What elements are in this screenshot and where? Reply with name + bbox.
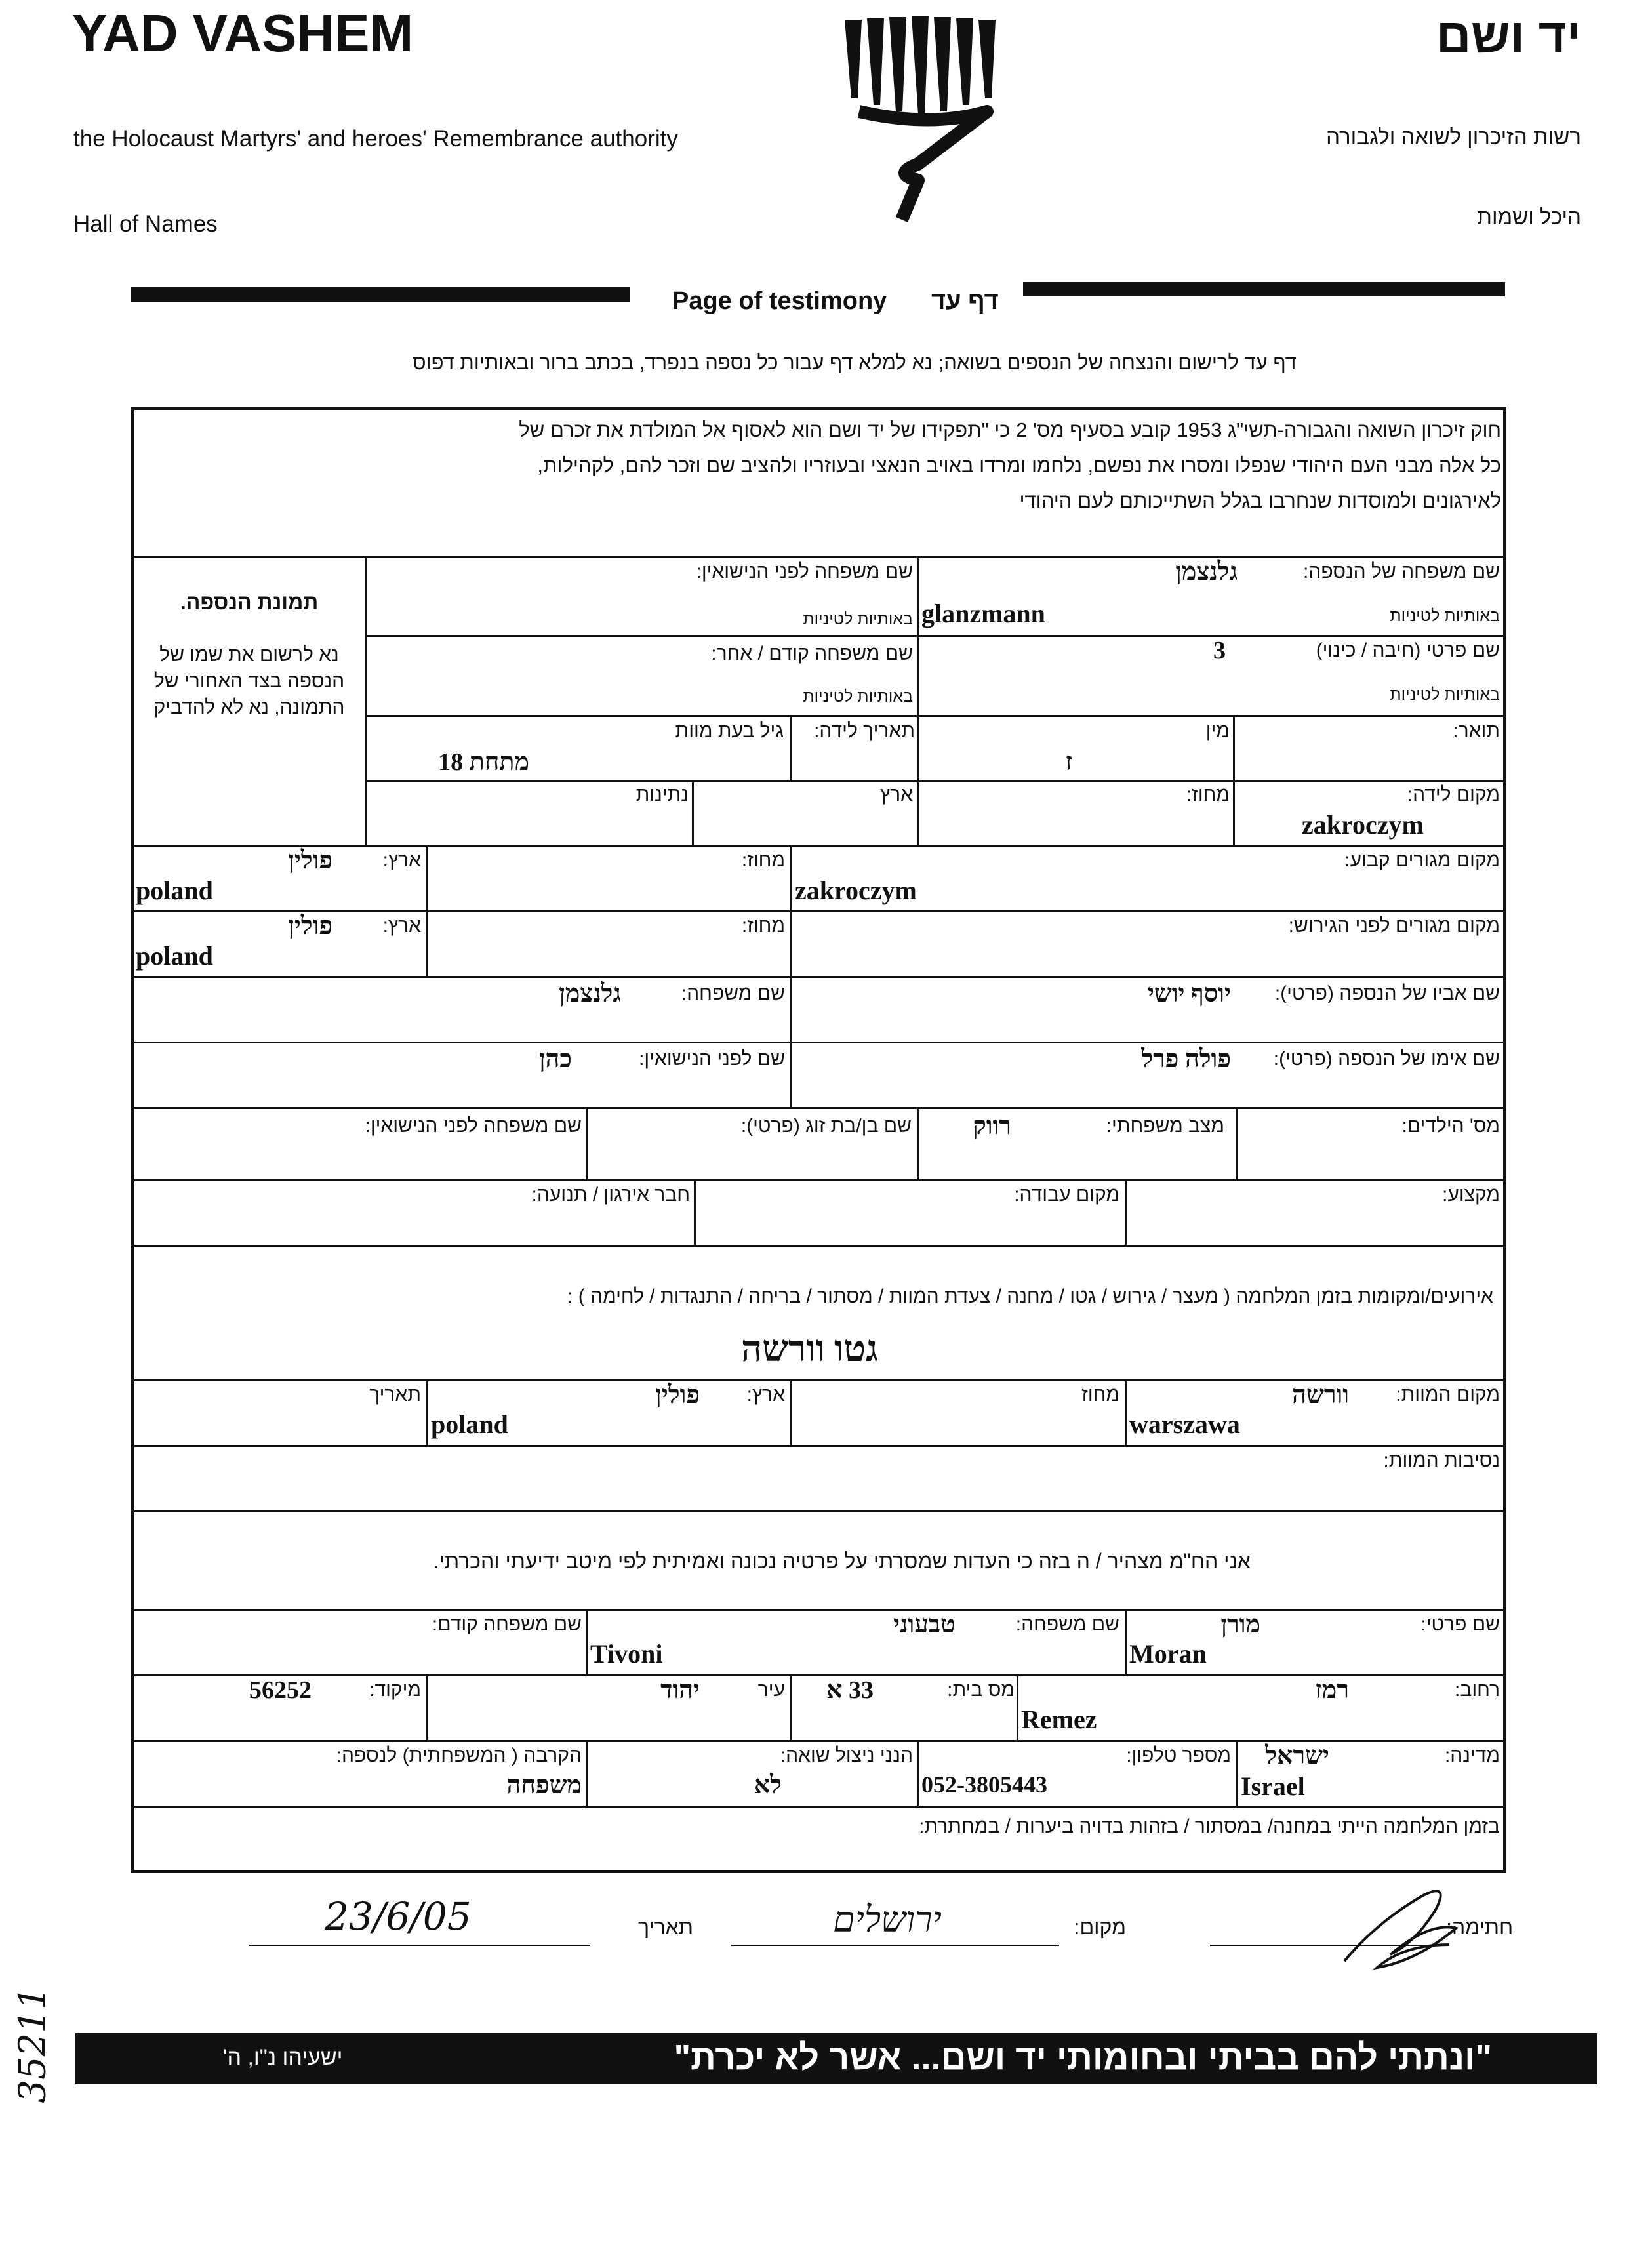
- date-line: [249, 1945, 590, 1946]
- signature-label: חתימה:: [1446, 1915, 1513, 1939]
- survivor-label: הנני ניצול שואה:: [780, 1745, 913, 1766]
- country-he[interactable]: ישראל: [1265, 1742, 1329, 1770]
- declaration-text: אני הח"מ מצהיר / ה בזה כי העדות שמסרתי על פרטיה נכונה ואמיתית לפי מיטב ידיעתי והכרתי.: [433, 1549, 1251, 1573]
- submitter-first-name-latin[interactable]: Moran: [1129, 1639, 1207, 1669]
- maiden-name-label: שם משפחה לפני הנישואין:: [696, 561, 913, 582]
- death-place-label: מקום המוות:: [1396, 1384, 1500, 1406]
- residence-country-he[interactable]: פולין: [288, 847, 332, 874]
- date-label: תאריך: [637, 1915, 693, 1939]
- house-number-value[interactable]: 33 א: [826, 1676, 874, 1704]
- submitter-last-name-he[interactable]: טבעוני: [893, 1611, 956, 1638]
- title-bar-right: [1023, 282, 1505, 296]
- deport-residence-label: מקום מגורים לפני הגירוש:: [1288, 915, 1500, 937]
- citizenship-label: נתינות: [635, 784, 689, 805]
- death-country-label: ארץ:: [746, 1384, 785, 1406]
- death-country-latin[interactable]: poland: [431, 1409, 508, 1439]
- death-place-he[interactable]: וורשה: [1292, 1381, 1349, 1409]
- signature-scribble-icon[interactable]: [1338, 1882, 1469, 1974]
- house-number-label: מס בית:: [947, 1679, 1015, 1701]
- form-title-en: Page of testimony: [672, 287, 887, 315]
- victim-last-name-he[interactable]: גלנצמן: [1175, 558, 1238, 586]
- father-value[interactable]: יוסף יושי: [1147, 980, 1231, 1007]
- photo-note-line2: הנספה בצד האחורי של: [153, 670, 345, 692]
- marital-label: מצב משפחתי:: [1106, 1115, 1224, 1137]
- age-value[interactable]: מתחת 18: [438, 748, 529, 776]
- father-label: שם אביו של הנספה (פרטי):: [1274, 982, 1500, 1004]
- deport-district-label: מחוז:: [741, 915, 785, 937]
- gender-value[interactable]: ז: [1065, 748, 1072, 776]
- law-text-line3: לאירגונים ולמוסדות שנחרבו בגלל השתייכותם לעם היהודי: [1019, 489, 1501, 512]
- workplace-label: מקום עבודה:: [1014, 1184, 1119, 1205]
- submitter-first-name-he[interactable]: מורן: [1220, 1611, 1260, 1638]
- birth-place-label: מקום לידה:: [1407, 784, 1500, 805]
- title-en: YAD VASHEM: [72, 4, 414, 62]
- title-he: יד ושם: [1436, 9, 1581, 63]
- street-latin[interactable]: Remez: [1021, 1705, 1097, 1734]
- spouse-maiden-label: שם משפחה לפני הנישואין:: [365, 1115, 582, 1137]
- father-last-label: שם משפחה:: [681, 982, 785, 1004]
- footer-quote: "ונתתי להם בביתי ובחומותי יד ושם... אשר לא יכרת": [674, 2038, 1492, 2077]
- survivor-value[interactable]: לא: [754, 1772, 782, 1799]
- relation-value[interactable]: משפחה: [506, 1772, 582, 1799]
- father-last-value[interactable]: גלנצמן: [559, 980, 621, 1007]
- footer-source: ישעיהו נ"ו, ה': [223, 2045, 343, 2070]
- profession-label: מקצוע:: [1442, 1184, 1500, 1205]
- form-instructions: דף עד לרישום והנצחה של הנספים בשואה; נא למלא דף עבור כל נספה בנפרד, בכתב ברור ובאותיות דפוס: [413, 351, 1297, 374]
- death-place-latin[interactable]: warszawa: [1129, 1409, 1240, 1439]
- place-label: מקום:: [1074, 1915, 1126, 1939]
- residence-value[interactable]: zakroczym: [795, 876, 917, 905]
- wartime-label: בזמן המלחמה הייתי במחנה/ במסתור / בזהות בדויה ביערות / במחתרת:: [919, 1815, 1500, 1837]
- birth-date-label: תאריך לידה:: [814, 720, 915, 742]
- city-label: עיר: [757, 1679, 785, 1701]
- org-label: חבר אירגון / תנועה:: [531, 1184, 690, 1205]
- zip-label: מיקוד:: [369, 1679, 421, 1701]
- mother-label: שם אימו של הנספה (פרטי):: [1273, 1048, 1500, 1070]
- margin-number: 35211: [11, 1986, 54, 2103]
- children-label: מס' הילדים:: [1401, 1115, 1500, 1137]
- victim-first-name-label: שם פרטי (חיבה / כינוי): [1316, 639, 1500, 661]
- death-country-he[interactable]: פולין: [655, 1381, 700, 1409]
- birth-district-label: מחוז:: [1186, 784, 1230, 805]
- death-circumstances-label: נסיבות המוות:: [1383, 1449, 1500, 1471]
- events-label: אירועים/ומקומות בזמן המלחמה ( מעצר / גירוש / גטו / מחנה / צעדת המוות / מסתור / בריחה / התנגדות / לחימה ) :: [567, 1286, 1493, 1307]
- latin-label-4: באותיות לטיניות: [803, 687, 913, 706]
- authority-he: רשות הזיכרון לשואה ולגבורה: [1326, 125, 1581, 149]
- submitter-last-name-label: שם משפחה:: [1015, 1613, 1119, 1635]
- phone-label: מספר טלפון:: [1126, 1745, 1231, 1766]
- street-he[interactable]: רמז: [1315, 1676, 1349, 1704]
- residence-country-label: ארץ:: [382, 849, 421, 871]
- events-value[interactable]: גטו וורשה: [741, 1329, 878, 1369]
- prev-name-label: שם משפחה קודם / אחר:: [711, 643, 913, 664]
- deport-country-latin[interactable]: poland: [136, 941, 213, 971]
- residence-district-label: מחוז:: [741, 849, 785, 871]
- photo-box: [134, 590, 364, 721]
- mother-maiden-value[interactable]: כהן: [538, 1045, 572, 1073]
- city-value[interactable]: יהוד: [660, 1676, 700, 1704]
- death-date-label: תאריך: [369, 1384, 421, 1406]
- victim-last-name-latin[interactable]: glanzmann: [921, 599, 1045, 628]
- victim-first-name-value[interactable]: 3: [1213, 637, 1226, 664]
- hall-en: Hall of Names: [73, 211, 218, 237]
- footer-bar: [75, 2033, 1597, 2084]
- menorah-logo-icon: [839, 13, 997, 223]
- authority-en: the Holocaust Martyrs' and heroes' Remembrance authority: [73, 126, 678, 152]
- place-line: [731, 1945, 1059, 1946]
- residence-country-latin[interactable]: poland: [136, 876, 213, 905]
- law-text-line2: כל אלה מבני העם היהודי שנפלו ומסרו את נפשם, נלחמו ומרדו באויב הנאצי ובעוזריו ולהציב שם וזכר להם, לקהילות,: [537, 454, 1501, 477]
- age-label: גיל בעת מוות: [675, 720, 784, 742]
- birth-country-label: ארץ: [880, 784, 913, 805]
- photo-title: תמונת הנספה.: [180, 590, 319, 614]
- submitter-first-name-label: שם פרטי:: [1420, 1613, 1500, 1635]
- date-value[interactable]: 23/6/05: [325, 1894, 472, 1939]
- zip-value[interactable]: 56252: [249, 1676, 312, 1704]
- photo-note-line3: התמונה, נא לא להדביק: [153, 697, 345, 718]
- place-value[interactable]: ירושלים: [833, 1899, 942, 1940]
- latin-label: באותיות לטיניות: [1390, 607, 1500, 625]
- residence-label: מקום מגורים קבוע:: [1344, 849, 1500, 871]
- street-label: רחוב:: [1455, 1679, 1500, 1701]
- form-title-he: דף עד: [931, 287, 999, 315]
- relation-label: הקרבה ( המשפחתית) לנספה:: [336, 1745, 582, 1766]
- country-latin[interactable]: Israel: [1241, 1772, 1305, 1801]
- gender-label: מין: [1205, 720, 1230, 742]
- submitter-last-name-latin[interactable]: Tivoni: [590, 1639, 663, 1669]
- spouse-label: שם בן/בת זוג (פרטי):: [740, 1115, 912, 1137]
- marital-value[interactable]: רווק: [973, 1112, 1011, 1140]
- death-district-label: מחוז: [1081, 1384, 1119, 1406]
- mother-value[interactable]: פולה פרל: [1141, 1045, 1231, 1073]
- photo-note-line1: נא לרשום את שמו של: [159, 644, 339, 666]
- deport-country-label: ארץ:: [382, 915, 421, 937]
- submitter-prev-last-label: שם משפחה קודם:: [432, 1613, 582, 1635]
- latin-label-2: באותיות לטיניות: [803, 610, 913, 628]
- deport-country-he[interactable]: פולין: [288, 912, 332, 940]
- title-label: תואר:: [1453, 720, 1500, 742]
- latin-label-3: באותיות לטיניות: [1390, 685, 1500, 704]
- victim-last-name-label: שם משפחה של הנספה:: [1302, 561, 1500, 582]
- law-text-line1: חוק זיכרון השואה והגבורה-תשי"ג 1953 קובע בסעיף מס' 2 כי "תפקידו של יד ושם הוא לאסוף אל המולדת את זכרם של: [519, 418, 1501, 441]
- country-label: מדינה:: [1444, 1745, 1500, 1766]
- hall-he: היכל ושמות: [1477, 205, 1581, 229]
- mother-maiden-label: שם לפני הנישואין:: [639, 1048, 785, 1070]
- phone-value[interactable]: 052-3805443: [921, 1772, 1047, 1798]
- title-bar-left: [131, 287, 630, 302]
- birth-place-value[interactable]: zakroczym: [1302, 810, 1424, 840]
